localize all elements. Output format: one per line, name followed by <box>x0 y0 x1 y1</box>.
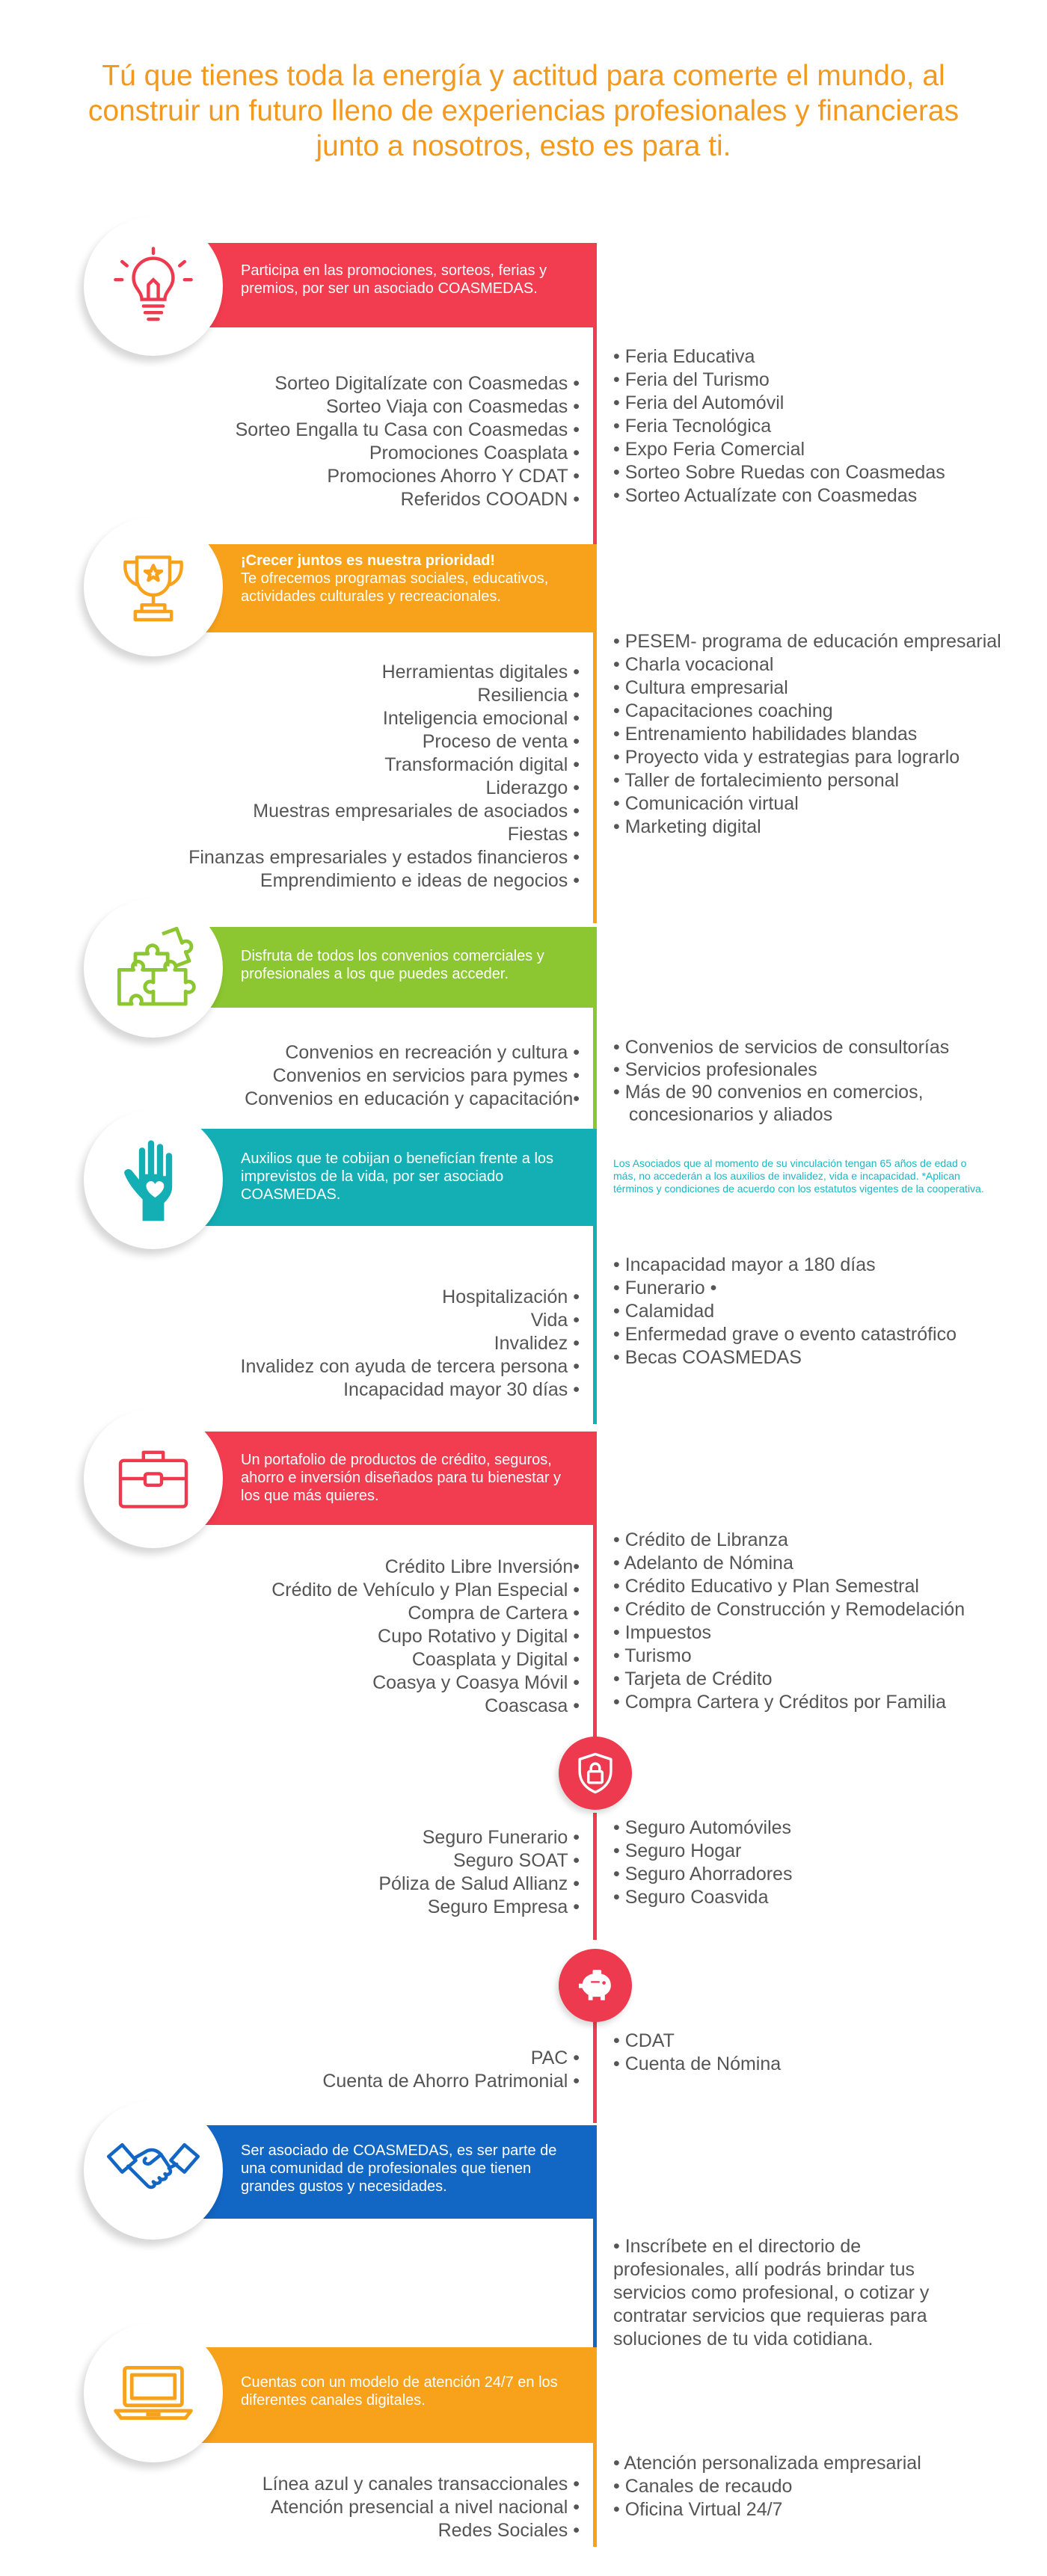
convenios-icon-circle <box>84 899 223 1038</box>
list-item: • Entrenamiento habilidades blandas <box>613 724 918 745</box>
list-item: • Canales de recaudo <box>613 2476 793 2497</box>
list-item: Transformación digital • <box>384 754 580 775</box>
list-item: • Marketing digital <box>613 816 761 837</box>
list-item: Convenios en educación y capacitación• <box>245 1088 580 1109</box>
list-item: Cupo Rotativo y Digital • <box>378 1626 580 1647</box>
list-item: Convenios en servicios para pymes • <box>272 1065 580 1086</box>
list-item: • Taller de fortalecimiento personal <box>613 770 900 791</box>
canales-banner-text: Cuentas con un modelo de atención 24/7 en los diferentes canales digitales. <box>241 2374 558 2409</box>
comunidad-right-list <box>613 2235 965 2351</box>
list-item: • Sorteo Actualízate con Coasmedas <box>613 485 918 506</box>
list-item: • Compra Cartera y Créditos por Familia <box>613 1692 946 1713</box>
convenios-banner-text: Disfruta de todos los convenios comerciales y profesionales a los que puedes acceder. <box>241 948 544 982</box>
list-item: Vida • <box>530 1310 580 1331</box>
list-item: Muestras empresariales de asociados • <box>253 801 580 822</box>
list-item: • Charla vocacional <box>613 654 774 675</box>
programas-banner-text: Te ofrecemos programas sociales, educativos, actividades culturales y recreacionales. <box>241 570 549 605</box>
timeline-line-teal <box>593 1226 597 1424</box>
timeline-line-red-3 <box>593 1813 597 1940</box>
list-item: concesionarios y aliados <box>613 1104 833 1125</box>
credito-banner <box>179 1432 597 1525</box>
auxilios-banner <box>179 1129 597 1226</box>
seguros-left-list <box>378 1826 580 1919</box>
auxilios-icon-circle <box>84 1110 223 1249</box>
list-item: Promociones Ahorro Y CDAT • <box>327 466 580 487</box>
list-item: • Impuestos <box>613 1622 712 1643</box>
handshake-icon <box>105 2121 202 2219</box>
list-item: Coasya y Coasya Móvil • <box>372 1672 580 1693</box>
list-item: • Convenios de servicios de consultorías <box>613 1037 950 1058</box>
auxilios-note: Los Asociados que al momento de su vinculación tengan 65 años de edad o más, no accederán a los auxilios de invalidez, vida e incapacidad. *Aplican términos y condiciones de acuerdo con los estatutos vigentes de la cooperativa. <box>613 1157 984 1195</box>
list-item: Convenios en recreación y cultura • <box>285 1042 580 1063</box>
list-item: Crédito de Vehículo y Plan Especial • <box>271 1580 580 1600</box>
list-item: Liderazgo • <box>485 777 580 798</box>
list-item: • Proyecto vida y estrategias para lograrlo <box>613 747 960 768</box>
list-item: • Turismo <box>613 1645 692 1666</box>
list-item: Promociones Coasplata • <box>369 443 580 463</box>
seguros-icon-circle <box>559 1737 632 1810</box>
list-item: PAC • <box>530 2047 580 2068</box>
programas-left-list <box>188 661 580 893</box>
credito-left-list <box>271 1556 580 1718</box>
list-item: • Crédito de Libranza <box>613 1529 788 1550</box>
list-item: Seguro Empresa • <box>427 1896 580 1917</box>
list-item: • Calamidad <box>613 1301 715 1322</box>
list-item: Compra de Cartera • <box>408 1603 580 1624</box>
list-item: Sorteo Viaja con Coasmedas • <box>325 396 580 417</box>
promociones-banner-text: Participa en las promociones, sorteos, ferias y premios, por ser un asociado COASMEDAS. <box>241 262 547 297</box>
list-item: Crédito Libre Inversión• <box>384 1556 580 1577</box>
convenios-right-list <box>613 1036 949 1126</box>
convenios-banner <box>179 927 597 1008</box>
briefcase-icon <box>112 1438 194 1520</box>
puzzle-icon <box>108 923 198 1013</box>
programas-right-list <box>613 630 1001 839</box>
list-item: • Seguro Automóviles <box>613 1817 792 1838</box>
list-item: Fiestas • <box>507 824 580 845</box>
programas-banner-title: ¡Crecer juntos es nuestra prioridad! <box>241 552 496 569</box>
list-item: Resiliencia • <box>477 685 580 706</box>
list-item: • Expo Feria Comercial <box>613 439 805 460</box>
ahorro-right-list <box>613 2030 781 2076</box>
list-item: • Cultura empresarial <box>613 677 788 698</box>
ahorro-icon-circle <box>559 1949 632 2022</box>
list-item: Invalidez con ayuda de tercera persona • <box>240 1356 580 1377</box>
convenios-left-list <box>245 1041 580 1111</box>
list-item: • Seguro Hogar <box>613 1840 742 1861</box>
list-item: • Comunicación virtual <box>613 793 799 814</box>
list-item: • Crédito de Construcción y Remodelación <box>613 1599 965 1620</box>
list-item: • Cuenta de Nómina <box>613 2053 782 2074</box>
list-item: Sorteo Engalla tu Casa con Coasmedas • <box>235 419 580 440</box>
timeline-line-blue <box>593 2205 597 2347</box>
list-item: Herramientas digitales • <box>381 662 580 682</box>
list-item: • Inscríbete en el directorio de profesionales, allí podrás brindar tus servicios como profesional, o cotizar y contratar servicios que requieras para soluciones de tu vida cotidiana. <box>613 2236 930 2349</box>
promociones-left-list <box>236 372 580 511</box>
list-item: • Funerario • <box>613 1278 717 1298</box>
list-item: Invalidez • <box>494 1333 580 1354</box>
list-item: • Feria del Turismo <box>613 369 770 390</box>
list-item: • Feria Educativa <box>613 346 755 367</box>
list-item: • CDAT <box>613 2030 675 2051</box>
canales-banner <box>179 2347 597 2443</box>
lightbulb-icon <box>112 245 194 327</box>
seguros-right-list <box>613 1817 792 1909</box>
list-item: • Más de 90 convenios en comercios, <box>613 1082 924 1103</box>
timeline-line-red <box>593 314 597 552</box>
list-item: • Feria Tecnológica <box>613 416 772 437</box>
piggy-bank-icon <box>574 1964 617 2007</box>
canales-right-list <box>613 2452 921 2521</box>
timeline-line-orange-2 <box>593 2441 597 2547</box>
auxilios-left-list <box>241 1286 580 1402</box>
auxilios-right-list <box>613 1254 957 1369</box>
list-item: Coascasa • <box>485 1695 580 1716</box>
list-item: Inteligencia emocional • <box>382 708 580 729</box>
ahorro-left-list <box>322 2047 580 2093</box>
list-item: Póliza de Salud Allianz • <box>378 1873 580 1894</box>
list-item: • Becas COASMEDAS <box>613 1347 802 1368</box>
comunidad-banner <box>179 2125 597 2219</box>
list-item: • PESEM- programa de educación empresarial <box>613 631 1001 652</box>
list-item: Cuenta de Ahorro Patrimonial • <box>322 2071 580 2092</box>
timeline-line-green <box>593 994 597 1133</box>
canales-left-list <box>262 2473 580 2542</box>
programas-icon-circle <box>84 517 223 656</box>
timeline-line-red-4 <box>593 2018 597 2123</box>
list-item: Coasplata y Digital • <box>411 1649 580 1670</box>
list-item: • Adelanto de Nómina <box>613 1553 793 1574</box>
list-item: Incapacidad mayor 30 días • <box>343 1379 580 1400</box>
list-item: Seguro SOAT • <box>452 1850 580 1871</box>
list-item: • Seguro Ahorradores <box>613 1864 793 1885</box>
laptop-icon <box>108 2348 198 2438</box>
list-item: • Seguro Coasvida <box>613 1887 769 1908</box>
list-item: Atención presencial a nivel nacional • <box>270 2497 580 2518</box>
promociones-icon-circle <box>84 217 223 356</box>
list-item: • Crédito Educativo y Plan Semestral <box>613 1576 919 1597</box>
trophy-icon <box>112 546 194 628</box>
list-item: Seguro Funerario • <box>422 1827 580 1848</box>
canales-icon-circle <box>84 2323 223 2462</box>
list-item: • Oficina Virtual 24/7 <box>613 2499 783 2520</box>
credito-banner-text: Un portafolio de productos de crédito, seguros, ahorro e inversión diseñados para tu bienestar y los que más quieres. <box>241 1452 562 1504</box>
list-item: • Incapacidad mayor a 180 días <box>613 1254 876 1275</box>
credito-right-list <box>613 1529 965 1714</box>
lock-shield-icon <box>574 1751 617 1795</box>
list-item: • Tarjeta de Crédito <box>613 1668 773 1689</box>
list-item: • Sorteo Sobre Ruedas con Coasmedas <box>613 462 945 483</box>
list-item: Hospitalización • <box>442 1287 580 1307</box>
list-item: Redes Sociales • <box>437 2520 580 2541</box>
auxilios-banner-text: Auxilios que te cobijan o beneficían frente a los imprevistos de la vida, por ser asociado COASMEDAS. <box>241 1150 554 1203</box>
list-item: Emprendimiento e ideas de negocios • <box>260 870 580 891</box>
hand-heart-icon <box>108 1135 198 1224</box>
timeline-line-orange <box>593 628 597 923</box>
list-item: • Feria del Automóvil <box>613 392 785 413</box>
list-item: Sorteo Digitalízate con Coasmedas • <box>274 373 580 394</box>
list-item: • Enfermedad grave o evento catastrófico <box>613 1324 957 1345</box>
promociones-banner <box>179 243 597 327</box>
promociones-right-list <box>613 345 945 508</box>
credito-icon-circle <box>84 1409 223 1548</box>
comunidad-icon-circle <box>84 2101 223 2240</box>
list-item: • Capacitaciones coaching <box>613 700 833 721</box>
list-item: Finanzas empresariales y estados financieros • <box>188 847 580 868</box>
list-item: Línea azul y canales transaccionales • <box>262 2474 580 2495</box>
comunidad-banner-text: Ser asociado de COASMEDAS, es ser parte de una comunidad de profesionales que tienen grandes gustos y necesidades. <box>241 2142 557 2195</box>
programas-banner <box>179 544 597 632</box>
headline: Tú que tienes toda la energía y actitud para comerte el mundo, al construir un futuro lleno de experiencias profesionales y financieras junto a nosotros, esto es para ti. <box>87 60 960 162</box>
list-item: • Servicios profesionales <box>613 1059 817 1080</box>
list-item: Proceso de venta • <box>422 731 580 752</box>
list-item: • Atención personalizada empresarial <box>613 2453 921 2474</box>
list-item: Referidos COOADN • <box>400 489 580 510</box>
